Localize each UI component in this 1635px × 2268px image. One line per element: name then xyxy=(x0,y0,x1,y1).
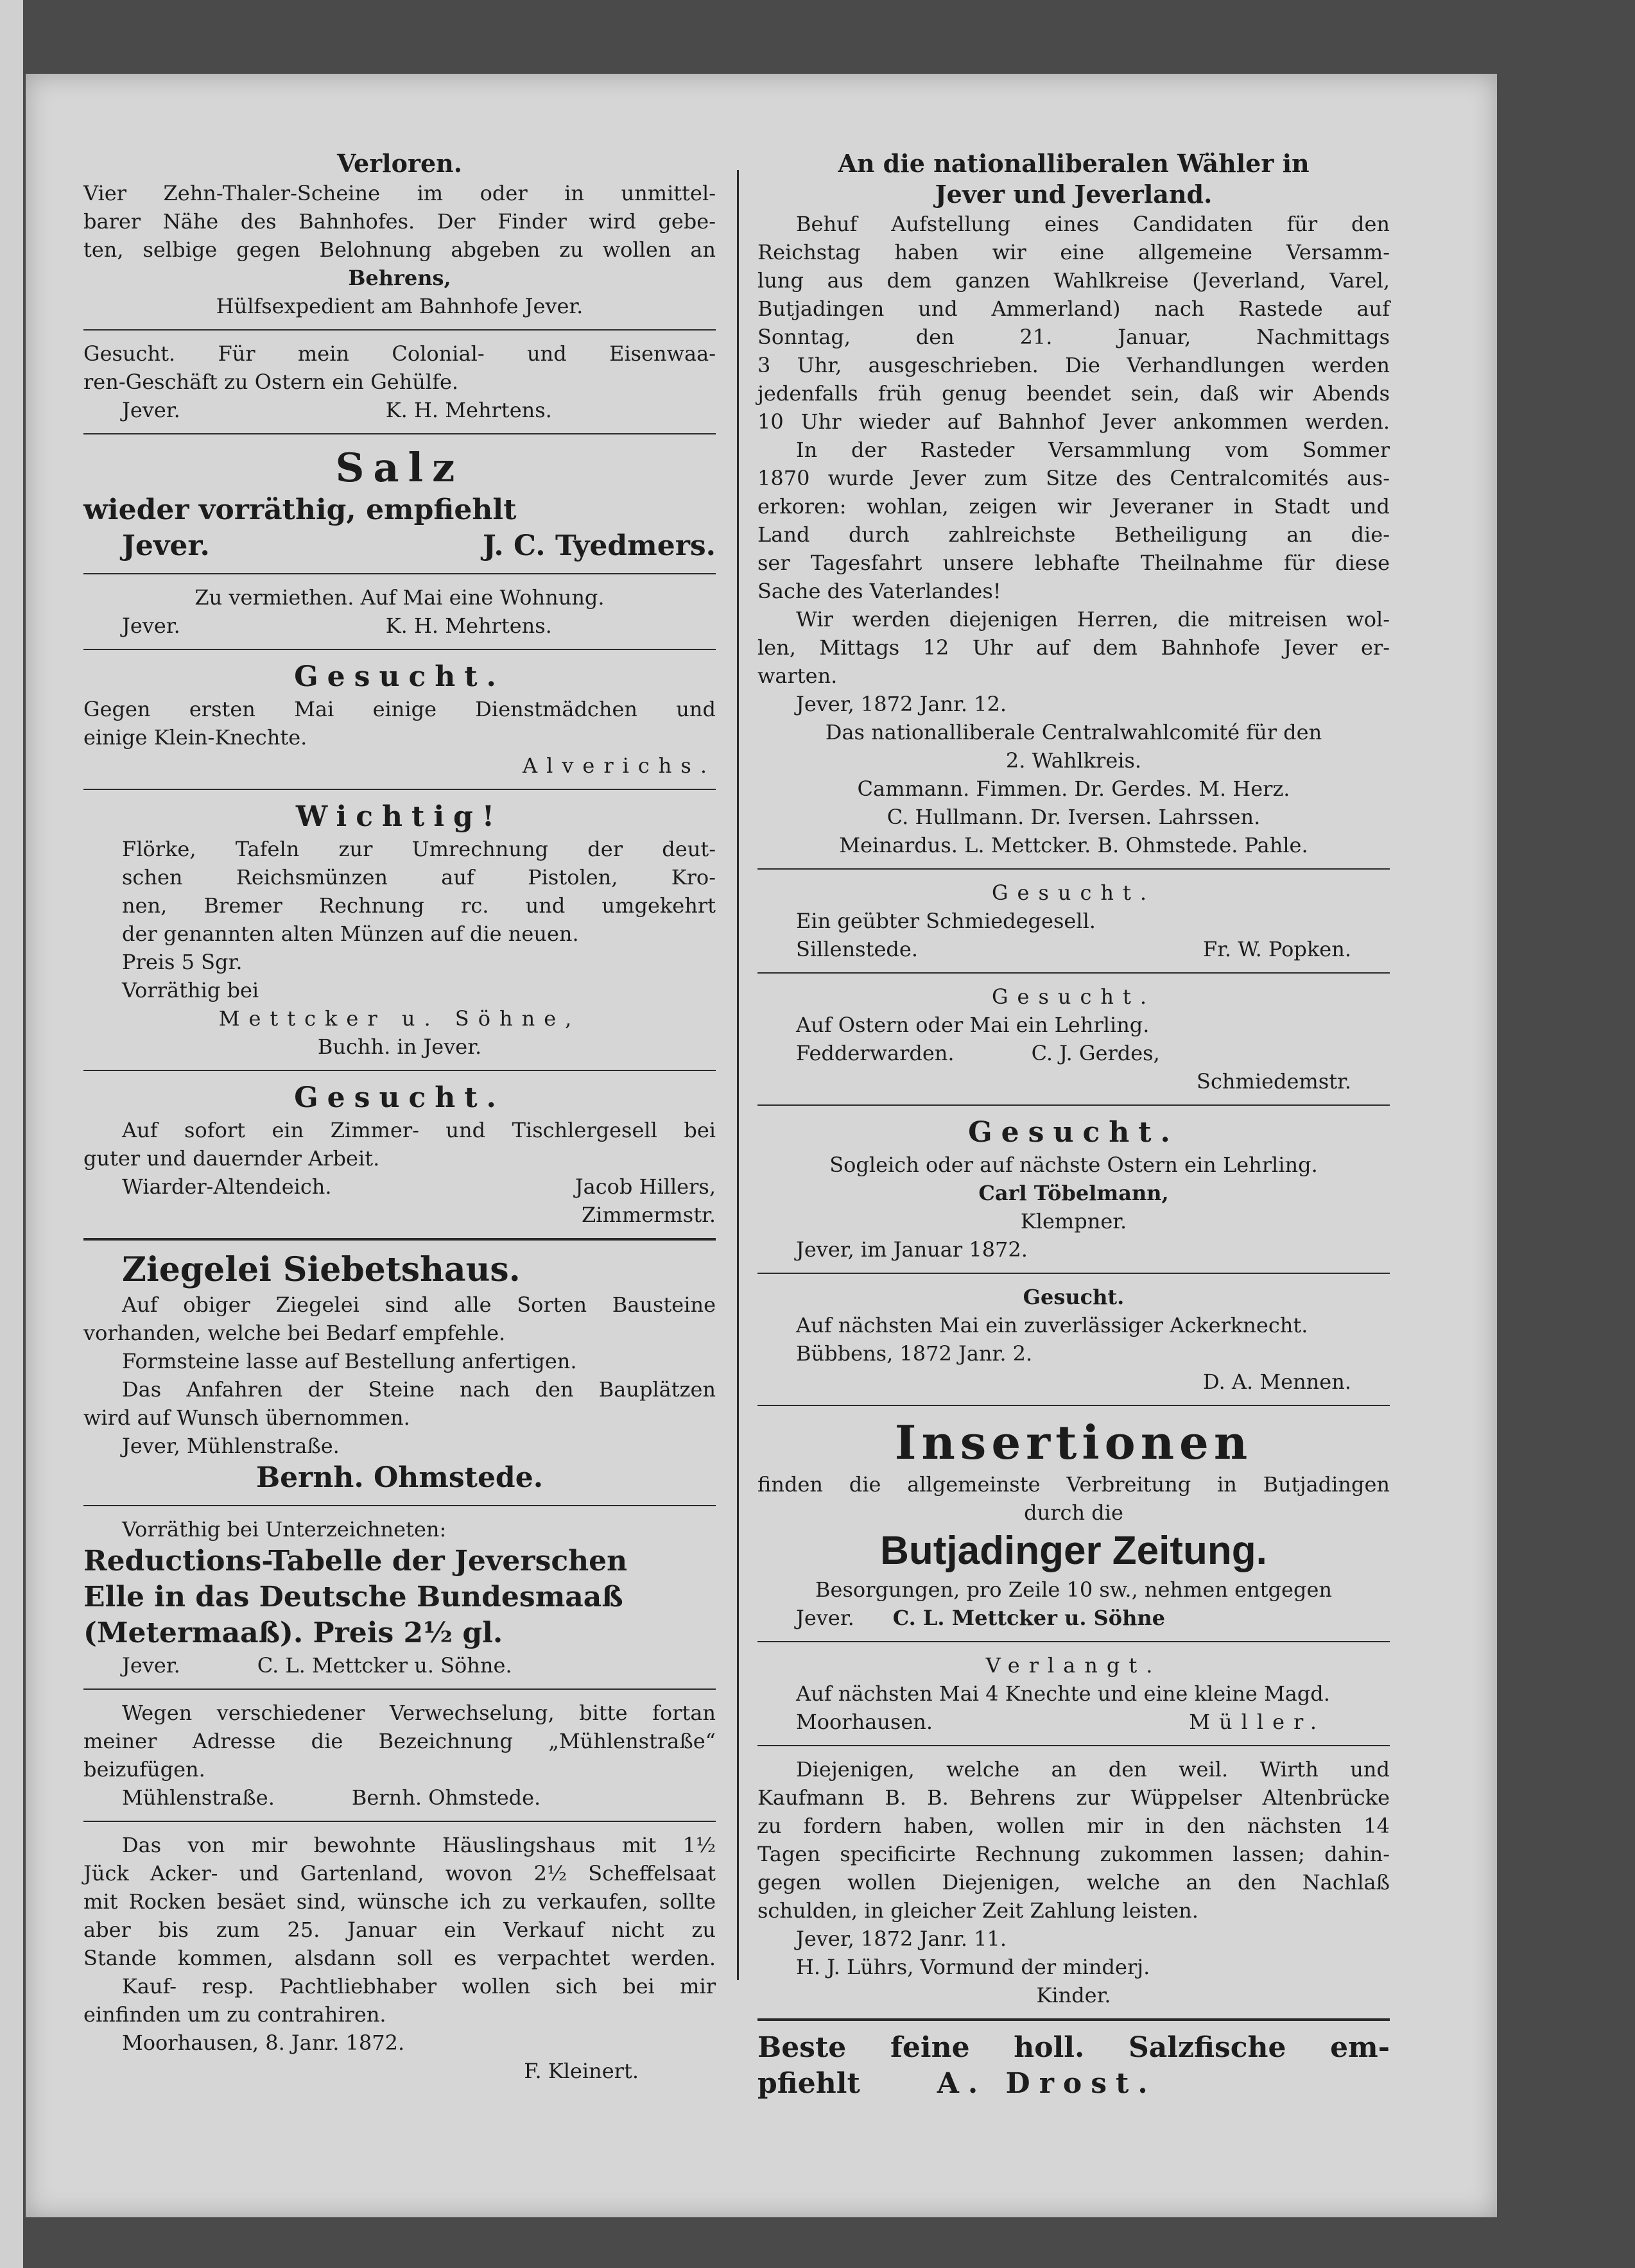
divider xyxy=(83,789,716,790)
ad-line: Reichstag haben wir eine allgemeine Versamm- xyxy=(757,240,1390,264)
ad-names: Meinardus. L. Mettcker. B. Ohmstede. Pahle. xyxy=(839,833,1308,857)
ad-name: Behrens, xyxy=(348,266,451,290)
ad-line: ten, selbige gegen Belohnung abgeben zu wollen an xyxy=(83,237,716,262)
ad-title: Insertionen xyxy=(894,1415,1253,1470)
ad-line: Ein geübter Schmiedegesell. xyxy=(796,909,1096,933)
ad-name: Müller. xyxy=(1189,1710,1326,1734)
left-column xyxy=(83,144,716,2089)
ad-line: Auf nächsten Mai ein zuverlässiger Ackerknecht. xyxy=(796,1313,1308,1337)
ad-verlangt xyxy=(757,1647,1390,1740)
ad-line: In der Rasteder Versammlung vom Sommer xyxy=(796,438,1390,462)
divider xyxy=(83,1505,716,1506)
ad-line: Formsteine lasse auf Bestellung anfertigen. xyxy=(122,1349,577,1373)
ad-signature: Kinder. xyxy=(1036,1983,1111,2007)
ad-line: mit Rocken besäet sind, wünsche ich zu verkaufen, sollte xyxy=(83,1889,716,1914)
ad-place: Moorhausen. xyxy=(796,1710,933,1734)
ad-place: Jever. xyxy=(122,529,210,562)
ad-line: erkoren: wohlan, zeigen wir Jeveraner in Stadt und xyxy=(757,494,1390,519)
ad-line: Das Anfahren der Steine nach den Bauplätzen xyxy=(122,1377,716,1402)
divider xyxy=(757,868,1390,870)
ad-line: Gegen ersten Mai einige Dienstmädchen und xyxy=(83,697,716,721)
ad-line: gegen wollen Diejenigen, welche an den Nachlaß xyxy=(757,1870,1390,1894)
ad-line: nen, Bremer Rechnung rc. und umgekehrt xyxy=(122,893,716,918)
ad-line: wieder vorräthig, empfiehlt xyxy=(83,494,517,526)
ad-line: guter und dauernder Arbeit. xyxy=(83,1146,380,1171)
ad-gesucht-lehrling xyxy=(757,979,1390,1099)
ad-line: lung aus dem ganzen Wahlkreise (Jeverland, Varel, xyxy=(757,268,1390,293)
ad-wichtig xyxy=(83,795,716,1065)
ad-name: Fr. W. Popken. xyxy=(1202,937,1351,961)
ad-title: Gesucht. xyxy=(991,984,1156,1009)
ad-line: Sache des Vaterlandes! xyxy=(757,579,1001,603)
ad-name: F. Kleinert. xyxy=(524,2059,639,2083)
ad-haeuslingshaus xyxy=(83,1827,716,2089)
ad-name: D. A. Mennen. xyxy=(1203,1370,1351,1394)
ad-date: Jever, 1872 Janr. 11. xyxy=(796,1927,1007,1951)
divider xyxy=(757,972,1390,974)
ad-line: Besorgungen, pro Zeile 10 sw., nehmen entgegen xyxy=(815,1577,1332,1602)
ad-line: durch die xyxy=(1024,1500,1123,1525)
ad-line: Auf sofort ein Zimmer- und Tischlergesell bei xyxy=(122,1118,716,1142)
ad-line: 3 Uhr, ausgeschrieben. Die Verhandlungen werden xyxy=(757,353,1390,377)
ad-gesucht-ackerknecht xyxy=(757,1279,1390,1400)
ad-salzfische xyxy=(757,2026,1390,2106)
ad-ziegelei xyxy=(83,1246,716,1500)
ad-place: Wiarder-Altendeich. xyxy=(122,1174,332,1199)
ad-line: Vorräthig bei Unterzeichneten: xyxy=(122,1517,447,1542)
ad-line: Das nationalliberale Centralwahlcomité für den xyxy=(825,720,1322,744)
ad-name: C. L. Mettcker u. Söhne xyxy=(892,1606,1165,1630)
ad-title: Gesucht. xyxy=(1023,1285,1125,1309)
ad-line: 2. Wahlkreis. xyxy=(1005,748,1142,773)
divider xyxy=(757,2018,1390,2021)
ad-name: Carl Töbelmann, xyxy=(978,1181,1169,1205)
ad-line: warten. xyxy=(757,664,838,688)
ad-place: Sillenstede. xyxy=(796,937,918,961)
ad-line: Elle in das Deutsche Bundesmaaß xyxy=(83,1581,623,1613)
ad-name: Bernh. Ohmstede. xyxy=(255,1461,544,1494)
ad-title: Wichtig! xyxy=(295,800,504,833)
ad-name: J. C. Tyedmers. xyxy=(483,529,716,562)
ad-line: schulden, in gleicher Zeit Zahlung leisten. xyxy=(757,1898,1198,1923)
ad-title: Ziegelei Siebetshaus. xyxy=(122,1250,521,1289)
ad-names: Cammann. Fimmen. Dr. Gerdes. M. Herz. xyxy=(857,777,1290,801)
divider xyxy=(83,1821,716,1822)
ad-line: einige Klein-Knechte. xyxy=(83,725,307,750)
ad-line: len, Mittags 12 Uhr auf dem Bahnhofe Jever er- xyxy=(757,635,1390,660)
ad-line: aber bis zum 25. Januar ein Verkauf nicht zu xyxy=(83,1918,716,1942)
ad-verloren xyxy=(83,144,716,324)
ad-gesucht-dienstmaedchen xyxy=(83,655,716,784)
ad-name: K. H. Mehrtens. xyxy=(385,398,552,422)
ad-line: 1870 wurde Jever zum Sitze des Centralcomités aus- xyxy=(757,466,1390,490)
ad-line: pfiehlt xyxy=(757,2067,860,2100)
ad-place: Jever, Mühlenstraße. xyxy=(122,1434,340,1458)
divider xyxy=(757,1273,1390,1274)
ad-place: Jever. xyxy=(122,1653,180,1678)
ad-line: wird auf Wunsch übernommen. xyxy=(83,1405,410,1430)
ad-line: 10 Uhr wieder auf Bahnhof Jever ankommen werden. xyxy=(757,409,1390,434)
ad-line: Auf obiger Ziegelei sind alle Sorten Bausteine xyxy=(122,1293,716,1317)
ad-line: ren-Geschäft zu Ostern ein Gehülfe. xyxy=(83,370,459,394)
ad-line: Land durch zahlreichste Betheiligung an die- xyxy=(757,522,1390,547)
ad-line: Stande kommen, alsdann soll es verpachtet werden. xyxy=(83,1946,716,1970)
ad-title: Gesucht. xyxy=(294,660,505,693)
ad-line: Auf nächsten Mai 4 Knechte und eine kleine Magd. xyxy=(796,1681,1330,1706)
ad-name: K. H. Mehrtens. xyxy=(385,614,552,638)
ad-tabelle xyxy=(83,1511,716,1683)
ad-line: Beste feine holl. Salzfische em- xyxy=(757,2031,1390,2064)
ad-behrens-nachlass xyxy=(757,1751,1390,2013)
ad-line: Kauf- resp. Pachtliebhaber wollen sich bei mir xyxy=(122,1974,716,1998)
ad-signature: Klempner. xyxy=(1020,1209,1127,1233)
ad-line: Gesucht. Für mein Colonial- und Eisenwaa- xyxy=(83,341,716,366)
ad-line: der genannten alten Münzen auf die neuen. xyxy=(122,922,579,946)
right-column xyxy=(757,144,1390,2106)
ad-line: Kaufmann B. B. Behrens zur Wüppelser Altenbrücke xyxy=(757,1785,1390,1810)
ad-line: meiner Adresse die Bezeichnung „Mühlenstraße“ xyxy=(83,1729,716,1753)
divider xyxy=(83,1688,716,1690)
ad-gesucht-zimmergesell xyxy=(83,1076,716,1233)
divider xyxy=(757,1405,1390,1406)
ad-line: (Metermaaß). Preis 2½ gl. xyxy=(83,1617,503,1649)
ad-line: beizufügen. xyxy=(83,1757,205,1782)
ad-place: Jever. xyxy=(122,398,180,422)
ad-line: vorhanden, welche bei Bedarf empfehle. xyxy=(83,1321,506,1345)
ad-names: C. Hullmann. Dr. Iversen. Lahrssen. xyxy=(887,805,1261,829)
ad-salz xyxy=(83,440,716,568)
book-spine xyxy=(0,0,23,2268)
ad-place: Jever. xyxy=(796,1606,854,1630)
ad-line: Das von mir bewohnte Häuslingshaus mit 1½ xyxy=(122,1833,716,1857)
ad-name: Bernh. Ohmstede. xyxy=(351,1785,541,1810)
ad-name: Alverichs. xyxy=(522,753,716,778)
ad-line: einfinden um zu contrahiren. xyxy=(83,2002,386,2027)
newspaper-name: Butjadinger Zeitung. xyxy=(880,1529,1267,1573)
ad-place: Fedderwarden. xyxy=(796,1041,955,1065)
ad-signature: Zimmermstr. xyxy=(582,1203,716,1227)
ad-line: Auf Ostern oder Mai ein Lehrling. xyxy=(796,1013,1150,1037)
ad-line: Zu vermiethen. Auf Mai eine Wohnung. xyxy=(195,585,605,610)
ad-place: Mühlenstraße. xyxy=(122,1785,275,1810)
ad-line: Jück Acker- und Gartenland, wovon 2½ Scheffelsaat xyxy=(83,1861,716,1886)
divider xyxy=(83,1238,716,1241)
ad-date: Jever, im Januar 1872. xyxy=(796,1237,1028,1262)
divider xyxy=(83,573,716,574)
ad-place: Jever. xyxy=(122,614,180,638)
ad-line: ser Tagesfahrt unsere lebhafte Theilnahme für diese xyxy=(757,551,1390,575)
ad-line: Vorräthig bei xyxy=(122,978,259,1002)
ad-line: barer Nähe des Bahnhofes. Der Finder wird gebe- xyxy=(83,209,716,234)
divider xyxy=(757,1641,1390,1642)
ad-line: zu fordern haben, wollen mir in den nächsten 14 xyxy=(757,1814,1390,1838)
divider xyxy=(757,1745,1390,1746)
divider xyxy=(83,649,716,650)
ad-name: A. Drost. xyxy=(937,2067,1157,2100)
divider xyxy=(83,433,716,434)
ad-date: Jever, 1872 Janr. 12. xyxy=(796,692,1007,716)
ad-gesucht-schmiedegesell xyxy=(757,875,1390,967)
ad-line: Diejenigen, welche an den weil. Wirth und xyxy=(796,1757,1390,1782)
ad-verwechselung xyxy=(83,1695,716,1816)
ad-signature: Buchh. in Jever. xyxy=(317,1035,482,1059)
ad-line: Butjadingen und Ammerland) nach Rastede auf xyxy=(757,296,1390,321)
newspaper-page xyxy=(26,74,1497,2217)
ad-name: H. J. Lührs, Vormund der minderj. xyxy=(796,1955,1150,1979)
ad-line: jedenfalls früh genug beendet sein, daß wir Abends xyxy=(757,381,1390,406)
ad-name: Mettcker u. Söhne, xyxy=(218,1006,581,1031)
ad-title: Verlangt. xyxy=(985,1653,1162,1678)
ad-gesucht-klempner xyxy=(757,1111,1390,1267)
ad-line: Flörke, Tafeln zur Umrechnung der deut- xyxy=(122,837,716,861)
ad-title: Gesucht. xyxy=(294,1081,505,1114)
divider xyxy=(757,1104,1390,1106)
ad-gesucht-colonial xyxy=(83,336,716,428)
ad-price: Preis 5 Sgr. xyxy=(122,950,243,974)
ad-line: Behuf Aufstellung eines Candidaten für den xyxy=(796,212,1390,236)
ad-line: Wegen verschiedener Verwechselung, bitte fortan xyxy=(122,1701,716,1725)
ad-signature: Hülfsexpedient am Bahnhofe Jever. xyxy=(216,294,584,318)
ad-date: Bübbens, 1872 Janr. 2. xyxy=(796,1341,1033,1366)
divider xyxy=(83,329,716,331)
ad-name: C. J. Gerdes, xyxy=(1031,1041,1160,1065)
ad-vermiethen xyxy=(83,580,716,644)
ad-line: Vier Zehn-Thaler-Scheine im oder in unmittel- xyxy=(83,181,716,205)
column-divider xyxy=(737,170,739,1980)
ad-title: Verloren. xyxy=(336,149,463,178)
ad-date: Moorhausen, 8. Janr. 1872. xyxy=(122,2031,405,2055)
ad-name: Jacob Hillers, xyxy=(575,1174,716,1199)
ad-line: Reductions-Tabelle der Jeverschen xyxy=(83,1545,628,1577)
ad-line: Tagen specificirte Rechnung zukommen lassen; dahin- xyxy=(757,1842,1390,1866)
ad-title: Salz xyxy=(335,444,464,491)
ad-insertionen xyxy=(757,1411,1390,1636)
ad-line: Sonntag, den 21. Januar, Nachmittags xyxy=(757,325,1390,349)
ad-title: An die nationalliberalen Wähler in xyxy=(838,149,1310,178)
ad-title: Gesucht. xyxy=(968,1116,1179,1149)
ad-title: Gesucht. xyxy=(991,881,1156,905)
ad-line: schen Reichsmünzen auf Pistolen, Kro- xyxy=(122,865,716,889)
divider xyxy=(83,1070,716,1071)
ad-line: finden die allgemeinste Verbreitung in Butjadingen xyxy=(757,1472,1390,1497)
ad-title: Jever und Jeverland. xyxy=(935,180,1213,209)
ad-line: Wir werden diejenigen Herren, die mitreisen wol- xyxy=(796,607,1390,631)
ad-waehler xyxy=(757,144,1390,863)
ad-line: Sogleich oder auf nächste Ostern ein Lehrling. xyxy=(829,1153,1318,1177)
ad-signature: Schmiedemstr. xyxy=(1197,1069,1351,1094)
ad-name: C. L. Mettcker u. Söhne. xyxy=(257,1653,512,1678)
